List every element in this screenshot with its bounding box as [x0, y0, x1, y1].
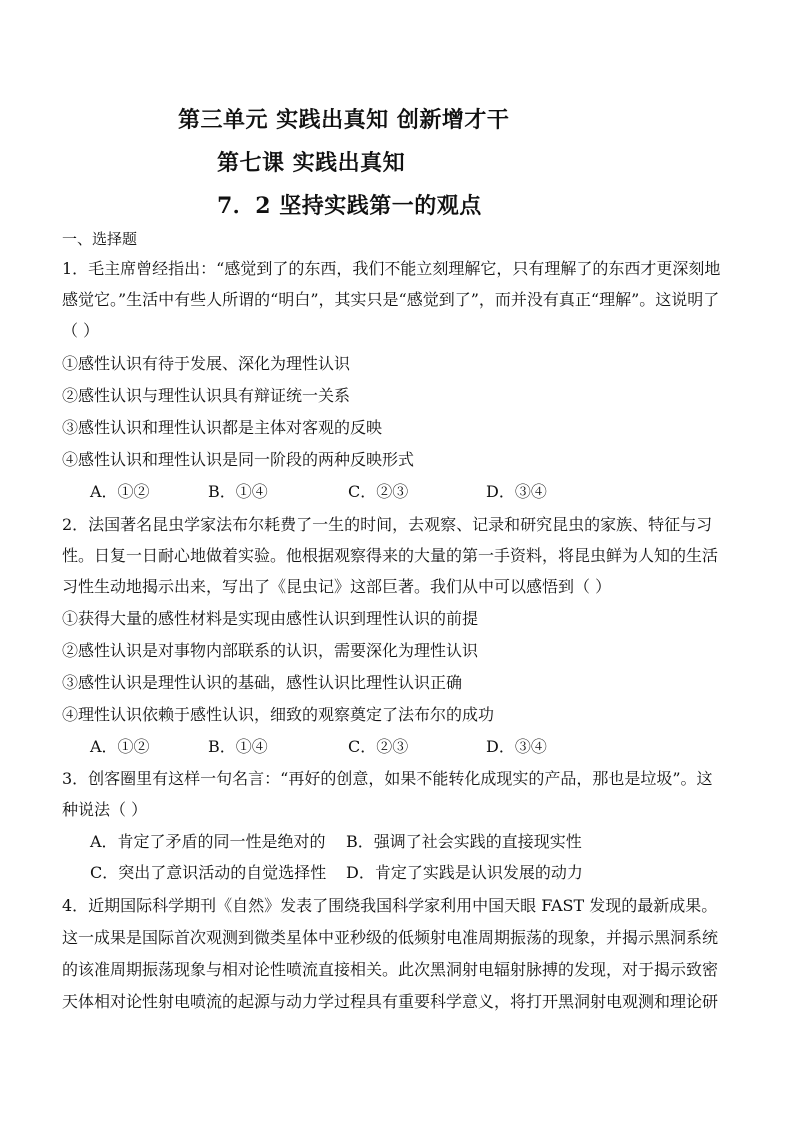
- q2-line3: 习性生动地揭示出来，写出了《昆虫记》这部巨著。我们从中可以感悟到（ ）: [62, 577, 612, 596]
- q3-line1: 3．创客圈里有这样一句名言：“再好的创意，如果不能转化成现实的产品，那也是垃圾”。这: [62, 769, 713, 788]
- q2-option-b[interactable]: B．①④: [208, 737, 268, 756]
- q2-line2: 性。日复一日耐心地做着实验。他根据观察得来的大量的第一手资料，将昆虫鲜为人知的生活: [62, 546, 719, 565]
- q1-statement-1: ①感性认识有待于发展、深化为理性认识: [62, 354, 351, 373]
- q3-option-b[interactable]: B．强调了社会实践的直接现实性: [346, 832, 582, 851]
- q1-line3: （ ）: [62, 321, 100, 340]
- q1-statement-4: ④感性认识和理性认识是同一阶段的两种反映形式: [62, 450, 415, 469]
- q2-statement-1: ①获得大量的感性材料是实现由感性认识到理性认识的前提: [62, 609, 479, 628]
- q1-option-d[interactable]: D．③④: [486, 482, 547, 501]
- q1-option-a[interactable]: A．①②: [90, 482, 150, 501]
- q2-line1: 2．法国著名昆虫学家法布尔耗费了一生的时间，去观察、记录和研究昆虫的家族、特征与习: [62, 515, 713, 534]
- q1-option-b[interactable]: B．①④: [208, 482, 268, 501]
- section-title: 7．2 坚持实践第一的观点: [217, 193, 482, 219]
- q2-statement-4: ④理性认识依赖于感性认识，细致的观察奠定了法布尔的成功: [62, 705, 495, 724]
- lesson-title: 第七课 实践出真知: [217, 150, 406, 176]
- q4-line3: 的该准周期振荡现象与相对论性喷流直接相关。此次黑洞射电辐射脉搏的发现，对于揭示致密: [62, 960, 719, 979]
- q2-option-a[interactable]: A．①②: [90, 737, 150, 756]
- section-label: 一、选择题: [62, 230, 138, 248]
- q1-line2: 感觉它。”生活中有些人所谓的“明白”，其实只是“感觉到了”，而并没有真正“理解”。这说明了: [62, 290, 720, 309]
- q4-line4: 天体相对论性射电喷流的起源与动力学过程具有重要科学意义，将打开黑洞射电观测和理论研: [62, 992, 719, 1011]
- q3-option-d[interactable]: D．肯定了实践是认识发展的动力: [346, 863, 583, 882]
- q3-line2: 种说法（ ）: [62, 800, 148, 819]
- q1-option-c[interactable]: C．②③: [348, 482, 409, 501]
- q2-option-c[interactable]: C．②③: [348, 737, 409, 756]
- unit-title: 第三单元 实践出真知 创新增才干: [178, 107, 510, 133]
- q2-statement-3: ③感性认识是理性认识的基础，感性认识比理性认识正确: [62, 673, 463, 692]
- q4-line2: 这一成果是国际首次观测到微类星体中亚秒级的低频射电准周期振荡的现象，并揭示黑洞系统: [62, 928, 719, 947]
- q3-option-a[interactable]: A．肯定了矛盾的同一性是绝对的: [90, 832, 326, 851]
- q1-statement-3: ③感性认识和理性认识都是主体对客观的反映: [62, 418, 383, 437]
- q3-option-c[interactable]: C．突出了意识活动的自觉选择性: [90, 863, 327, 882]
- q2-option-d[interactable]: D．③④: [486, 737, 547, 756]
- q1-line1: 1．毛主席曾经指出：“感觉到了的东西，我们不能立刻理解它，只有理解了的东西才更深刻地: [62, 259, 721, 278]
- q4-line1: 4．近期国际科学期刊《自然》发表了围绕我国科学家利用中国天眼 FAST 发现的最新成果。: [62, 896, 718, 915]
- q1-statement-2: ②感性认识与理性认识具有辩证统一关系: [62, 386, 351, 405]
- q2-statement-2: ②感性认识是对事物内部联系的认识，需要深化为理性认识: [62, 641, 479, 660]
